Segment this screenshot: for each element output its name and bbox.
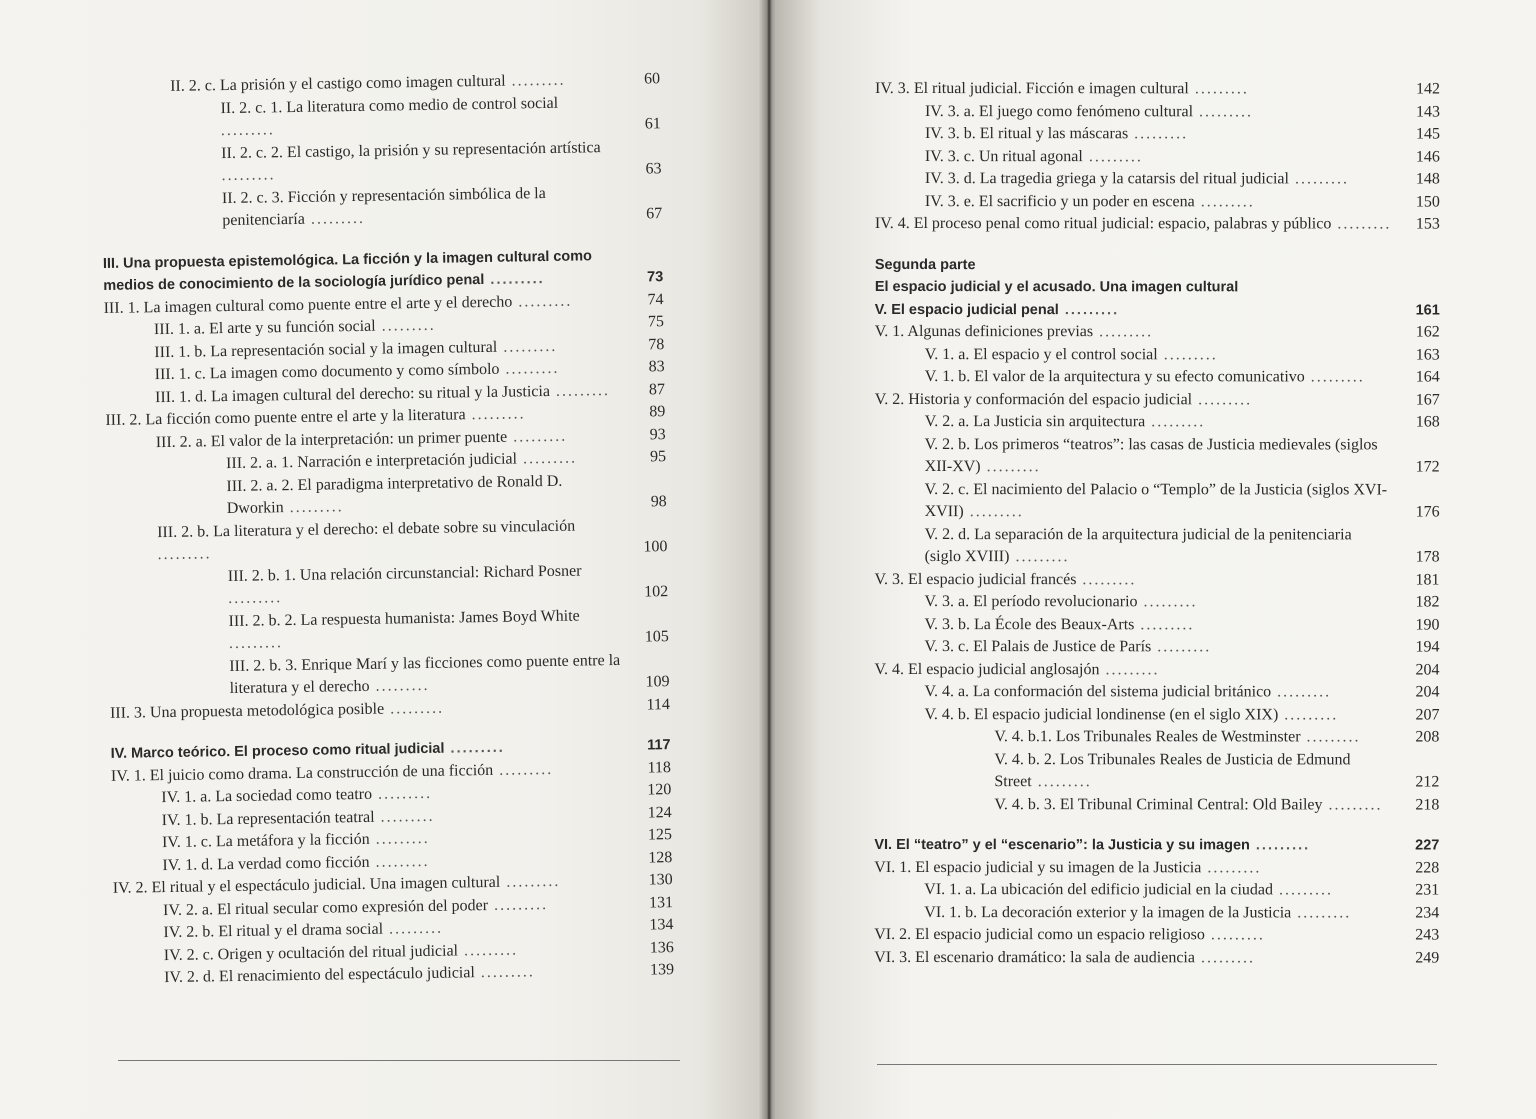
toc-page-number: 168 (1415, 413, 1440, 431)
toc-page-number: 145 (1415, 125, 1440, 143)
leader-dots: ......... (549, 381, 611, 400)
toc-entry (102, 181, 663, 235)
toc-page-number: 227 (1415, 837, 1440, 854)
leader-dots: ......... (1249, 837, 1311, 854)
leader-dots: ......... (474, 963, 535, 982)
footer-rule-right (877, 1064, 1437, 1065)
toc-list-right (874, 78, 1440, 969)
toc-entry-title: El ritual y el drama social (218, 920, 384, 941)
toc-entry-title: El sacrificio y un poder en escena (978, 192, 1195, 210)
toc-page-number: 164 (1415, 368, 1440, 386)
toc-entry-title: La imagen como documento y como símbolo (209, 360, 500, 383)
toc-entry-title: Algunas definiciones previas (907, 323, 1094, 341)
toc-entry-number: II. 2. c. 2. (221, 143, 284, 162)
toc-page-number: 130 (648, 871, 673, 889)
toc-entry-title: El espacio judicial anglosajón (907, 660, 1100, 678)
toc-page-number: 249 (1415, 948, 1440, 966)
leader-dots: ......... (1157, 345, 1218, 363)
toc-entry-number: II. 2. c. (170, 77, 217, 95)
toc-entry (875, 478, 1440, 523)
toc-entry (875, 78, 1440, 101)
toc-entry (875, 411, 1440, 434)
toc-entry-title: El Palais de Justice de París (973, 638, 1152, 656)
leader-dots: ......... (1093, 323, 1154, 341)
leader-dots: ......... (493, 760, 554, 779)
toc-page-number: 231 (1415, 881, 1440, 899)
toc-entry-title: La tragedia griega y la catarsis del ritual judicial (979, 170, 1289, 188)
toc-entry-title: Enrique Marí y las ficciones como puente entre la literatura y el derecho (229, 651, 621, 698)
toc-entry-title: El arte y su función social (208, 317, 376, 338)
toc-entry (875, 123, 1440, 146)
leader-dots: ......... (980, 458, 1041, 476)
toc-entry (875, 253, 1440, 276)
toc-page-number: 125 (647, 826, 673, 844)
toc-entry-title: Los Tribunales Reales de Westminster (1055, 728, 1301, 746)
toc-entry-number: V. 2. a. (924, 413, 970, 431)
toc-entry (875, 190, 1440, 213)
toc-entry (875, 213, 1440, 236)
toc-page-number: 178 (1415, 548, 1440, 566)
toc-entry (875, 321, 1440, 344)
leader-dots: ......... (500, 872, 561, 891)
leader-dots: ......... (1331, 215, 1392, 233)
toc-page-number: 182 (1415, 593, 1440, 611)
toc-entry-number: V. 3. b. (924, 615, 971, 633)
leader-dots: ......... (369, 829, 430, 848)
toc-entry-title: La metáfora y la ficción (215, 830, 370, 851)
toc-entry-title: El espacio judicial francés (908, 570, 1077, 588)
leader-dots: ......... (157, 545, 212, 564)
toc-entry (875, 366, 1440, 389)
toc-entry-number: V. 2. b. (924, 435, 971, 453)
toc-entry-title: El valor de la arquitectura y su efecto comunicativo (974, 368, 1305, 386)
leader-dots: ......... (1031, 773, 1092, 791)
toc-page-number: 143 (1415, 102, 1440, 120)
toc-entry-title: El proceso penal como ritual judicial: espacio, palabras y público (913, 215, 1332, 233)
toc-entry-number: IV. 3. a. (924, 102, 975, 120)
toc-page-number: 181 (1415, 570, 1440, 588)
toc-entry-number: VI. 3. (874, 948, 912, 966)
toc-page-number: 63 (645, 160, 662, 178)
leader-dots: ......... (1291, 903, 1352, 921)
toc-page-number: 75 (647, 313, 665, 331)
toc-entry-title: El juicio como drama. La construcción de una ficción (149, 761, 494, 784)
leader-dots: ......... (1201, 858, 1262, 876)
leader-dots: ......... (505, 71, 566, 90)
toc-page-number: 243 (1415, 926, 1440, 944)
toc-entry-title: Origen y ocultación del ritual judicial (217, 941, 459, 963)
toc-entry (875, 100, 1440, 123)
leader-dots: ......... (375, 316, 436, 335)
toc-entry (875, 568, 1440, 591)
toc-entry-title: La sociedad como teatro (215, 785, 373, 806)
toc-entry-title: El renacimiento del espectáculo judicial (218, 964, 475, 986)
toc-entry-title: Un ritual agonal (978, 147, 1083, 165)
toc-entry-number: V. (874, 301, 888, 318)
toc-entry-number: IV. 2. c. (163, 945, 214, 964)
toc-entry-title: Marco teórico. El proceso como ritual judicial (130, 740, 445, 762)
toc-entry-title: La Justicia sin arquitectura (973, 413, 1146, 431)
toc-entry-number: III. 1. c. (154, 365, 206, 384)
toc-entry-number: III. 3. (109, 703, 147, 722)
toc-entry (875, 168, 1440, 191)
toc-entry-title: El ritual y las máscaras (979, 125, 1129, 143)
leader-dots: ......... (1145, 413, 1206, 431)
toc-entry-number: V. 4. a. (924, 683, 970, 701)
toc-entry-title: La separación de la arquitectura judicial de la penitenciaria (siglo XVIII) (924, 525, 1352, 566)
leader-dots: ......... (1058, 301, 1120, 318)
toc-entry (874, 946, 1439, 969)
toc-page-number: 218 (1415, 795, 1440, 813)
leader-dots: ......... (497, 337, 558, 356)
toc-entry-number: V. 2. d. (924, 525, 971, 543)
toc-entry-number: VI. 1. a. (924, 881, 977, 899)
leader-dots: ......... (512, 292, 573, 311)
toc-entry (874, 879, 1439, 902)
toc-page-number: 105 (644, 628, 669, 646)
toc-entry-number: V. 4. (874, 660, 904, 678)
leader-dots: ......... (1304, 368, 1365, 386)
toc-entry-number: IV. 1. c. (161, 833, 213, 852)
toc-page-number: 74 (647, 290, 664, 308)
toc-entry-number: III. 1. d. (154, 387, 208, 406)
leader-dots: ......... (506, 427, 568, 446)
toc-page-number: 228 (1415, 858, 1440, 876)
toc-entry-number: III. 2. b. 2. (228, 611, 297, 630)
toc-entry-title: Una relación circunstancial: Richard Posner (299, 561, 582, 584)
section-spacer (875, 235, 1440, 253)
toc-page-number: 120 (647, 781, 672, 799)
toc-entry-title: La literatura como medio de control social (286, 94, 559, 116)
toc-page-number: 142 (1415, 80, 1440, 98)
leader-dots: ......... (369, 852, 430, 871)
toc-entry-title: El nacimiento del Palacio o “Templo” de la Justicia (siglos XVI-XVII) (924, 480, 1388, 521)
toc-entry-title: Historia y conformación del espacio judicial (908, 390, 1193, 408)
toc-entry-number: V. 4. b.1. (994, 728, 1052, 746)
toc-entry (874, 658, 1439, 681)
toc-page-number: 89 (649, 403, 666, 421)
toc-list-left (100, 68, 674, 990)
leader-dots: ......... (283, 498, 344, 517)
toc-page-number: 172 (1415, 458, 1440, 476)
toc-entry-number: IV. (110, 745, 128, 762)
toc-entry-number: IV. 2. d. (164, 968, 216, 987)
toc-page-number: 208 (1415, 728, 1440, 746)
toc-page-number: 163 (1415, 345, 1440, 363)
toc-entry-title: La representación social y la imagen cultural (210, 338, 498, 360)
leader-dots: ......... (1194, 948, 1255, 966)
toc-entry-title: Los primeros “teatros”: las casas de Justicia medievales (siglos XII-XV) (924, 435, 1378, 476)
toc-entry-number: VI. (874, 836, 893, 854)
toc-entry-number: IV. 1. b. (161, 810, 213, 829)
leader-dots: ......... (1322, 795, 1383, 813)
toc-entry-number: IV. 4. (874, 214, 910, 233)
leader-dots: ......... (228, 634, 284, 653)
leader-dots: ......... (963, 503, 1024, 521)
toc-entry-number: V. 1. b. (924, 368, 971, 386)
toc-entry-title: La École des Beaux-Arts (974, 615, 1135, 633)
right-page (775, 0, 1536, 1119)
toc-entry-title: Narración e interpretación judicial (297, 450, 518, 471)
toc-page-number: 98 (650, 493, 667, 511)
toc-page-number: 117 (647, 737, 671, 754)
toc-entry-number: V. 4. b. 2. (994, 750, 1056, 768)
toc-entry-number: III. 2. a. (155, 432, 207, 451)
toc-entry-title: El espacio judicial y su imagen de la Justicia (915, 858, 1202, 876)
toc-entry-title: El espacio judicial penal (891, 301, 1059, 318)
toc-entry-number: IV. 3. e. (924, 192, 975, 210)
leader-dots: ......... (369, 676, 430, 695)
toc-page-number: 93 (649, 425, 666, 443)
leader-dots: ......... (444, 739, 505, 757)
toc-entry-number: III. 2. b. 1. (227, 566, 296, 585)
toc-page-number: 212 (1415, 773, 1440, 791)
toc-entry-number: IV. 3. (874, 80, 910, 98)
toc-entry-number: V. 3. a. (924, 593, 970, 611)
toc-entry-number: V. 1. (874, 322, 905, 341)
toc-entry-number: III. (102, 255, 120, 272)
toc-entry-title: La representación teatral (216, 808, 375, 828)
toc-page-number: 234 (1415, 903, 1440, 921)
toc-entry-number: III. 1. a. (153, 320, 206, 339)
toc-entry-number: V. 2. c. (924, 480, 970, 498)
toc-entry-title: La ubicación del edificio judicial en la ciudad (980, 881, 1274, 899)
toc-entry-title: El ritual secular como expresión del poder (216, 896, 489, 918)
toc-entry (875, 613, 1440, 636)
toc-page-number: 100 (643, 538, 668, 556)
toc-page-number: 95 (649, 448, 667, 466)
toc-entry-title: La decoración exterior y la imagen de la Justicia (981, 903, 1292, 921)
toc-entry-title: Segunda parte (874, 256, 976, 273)
toc-page-number: 194 (1415, 638, 1440, 656)
toc-entry-number: III. 2. a. 1. (225, 454, 294, 473)
left-page (0, 0, 760, 1119)
leader-dots: ......... (371, 784, 433, 803)
toc-entry-title: El espacio judicial y el acusado. Una imagen cultural (874, 278, 1239, 296)
toc-page-number: 139 (649, 961, 675, 979)
toc-entry (875, 145, 1440, 168)
toc-entry-number: IV. 3. c. (924, 147, 975, 165)
toc-entry-title: El escenario dramático: la sala de audiencia (915, 948, 1195, 966)
toc-entry-number: V. 1. a. (924, 345, 970, 363)
leader-dots: ......... (383, 699, 445, 718)
toc-entry-title: La verdad como ficción (217, 853, 370, 873)
leader-dots: ......... (487, 895, 549, 914)
leader-dots: ......... (484, 271, 545, 288)
toc-entry-number: II. 2. c. 1. (220, 98, 283, 117)
leader-dots: ......... (1288, 170, 1349, 188)
leader-dots: ......... (1193, 102, 1254, 120)
toc-entry-title: La respuesta humanista: James Boyd White (300, 607, 580, 629)
toc-entry-title: La imagen cultural del derecho: su ritual y la Justicia (210, 382, 551, 405)
toc-entry-number: V. 2. (874, 390, 905, 408)
leader-dots: ......... (1076, 570, 1137, 588)
toc-entry (874, 748, 1439, 793)
toc-entry-title: La imagen cultural como puente entre el arte y el derecho (143, 293, 513, 316)
leader-dots: ......... (1271, 683, 1332, 701)
toc-entry-number: III. 2. b. 3. (229, 656, 298, 675)
toc-page-number: 167 (1415, 390, 1440, 408)
toc-entry-number: V. 3. (874, 570, 905, 588)
toc-entry-number: III. 2. (105, 411, 142, 429)
leader-dots: ......... (1194, 192, 1255, 210)
toc-page-number: 190 (1415, 615, 1440, 633)
toc-entry-number: V. 3. c. (924, 638, 970, 656)
toc-page-number: 118 (647, 758, 672, 776)
toc-entry (874, 834, 1439, 857)
leader-dots: ......... (1128, 125, 1189, 143)
toc-entry (875, 276, 1440, 299)
toc-entry-number: VI. 1. (874, 858, 912, 876)
toc-entry-title: La literatura y el derecho: el debate sobre su vinculación (213, 517, 576, 540)
toc-entry-title: La ficción como puente entre el arte y la literatura (145, 406, 466, 429)
toc-entry-number: II. 2. c. 3. (221, 188, 284, 207)
leader-dots: ......... (1204, 926, 1265, 944)
toc-entry (875, 591, 1440, 614)
toc-entry-title: El castigo, la prisión y su representación artística (286, 138, 601, 161)
toc-entry-title: La prisión y el castigo como imagen cultural (219, 72, 506, 95)
toc-entry-title: El ritual y el espectáculo judicial. Una imagen cultural (151, 873, 501, 897)
toc-entry-number: III. 2. a. 2. (226, 476, 294, 495)
leader-dots: ......... (1192, 390, 1253, 408)
toc-entry-title: El paradigma interpretativo de Ronald D. Dworkin (226, 472, 563, 518)
toc-entry (874, 793, 1439, 816)
toc-entry-title: El espacio y el control social (973, 345, 1158, 363)
leader-dots: ......... (1137, 593, 1198, 611)
toc-page-number: 61 (644, 115, 661, 133)
toc-entry-title: La conformación del sistema judicial británico (973, 683, 1272, 701)
leader-dots: ......... (465, 405, 526, 424)
toc-page-number: 176 (1415, 503, 1440, 521)
toc-entry (874, 856, 1439, 879)
footer-rule-left (118, 1060, 680, 1061)
toc-entry (874, 681, 1439, 704)
toc-entry (875, 433, 1440, 478)
toc-entry (875, 298, 1440, 321)
toc-page-number: 83 (648, 358, 665, 376)
toc-entry-number: VI. 1. b. (924, 903, 978, 921)
toc-page-number: 78 (648, 335, 665, 353)
toc-entry-title: Los Tribunales Reales de Justicia de Edmund Street (994, 750, 1351, 791)
toc-entry-number: III. 1. b. (154, 342, 207, 361)
toc-entry-number: VI. 2. (874, 925, 912, 944)
toc-page-number: 60 (643, 70, 661, 88)
leader-dots: ......... (1278, 705, 1339, 723)
leader-dots: ......... (374, 807, 435, 826)
leader-dots: ......... (221, 166, 276, 185)
toc-entry-number: IV. 2. a. (162, 900, 214, 919)
toc-entry (874, 726, 1439, 749)
leader-dots: ......... (1009, 548, 1070, 566)
leader-dots: ......... (499, 359, 560, 378)
leader-dots: ......... (1273, 881, 1334, 899)
leader-dots: ......... (1300, 728, 1361, 746)
leader-dots: ......... (1151, 638, 1212, 656)
toc-entry-number: IV. 1. (110, 766, 146, 785)
leader-dots: ......... (220, 121, 275, 140)
toc-page-number: 131 (648, 893, 674, 911)
leader-dots: ......... (304, 209, 366, 228)
toc-page-number: 150 (1415, 192, 1440, 210)
toc-page-number: 109 (645, 673, 670, 691)
toc-entry-title: Una propuesta metodológica posible (149, 700, 385, 721)
toc-entry-number: IV. 2. (112, 879, 148, 897)
toc-page-number: 128 (648, 848, 673, 866)
toc-page-number: 134 (649, 916, 674, 934)
toc-entry (874, 636, 1439, 659)
toc-page-number: 204 (1415, 660, 1440, 678)
toc-page-number: 148 (1415, 170, 1440, 188)
toc-page-number: 153 (1415, 215, 1440, 233)
toc-page-number: 136 (649, 938, 674, 956)
toc-entry-title: El período revolucionario (973, 593, 1138, 611)
leader-dots: ......... (228, 589, 283, 608)
toc-entry-title: El valor de la interpretación: un primer puente (210, 428, 508, 450)
toc-page-number: 67 (646, 205, 663, 223)
toc-page-number: 146 (1415, 147, 1440, 165)
toc-entry-number: V. 4. b. 3. (994, 795, 1056, 813)
toc-entry-number: IV. 3. b. (924, 125, 976, 143)
toc-page-number: 73 (646, 269, 664, 286)
toc-page-number: 204 (1415, 683, 1440, 701)
toc-page-number: 162 (1415, 323, 1440, 341)
toc-entry-title: El juego como fenómeno cultural (978, 102, 1194, 120)
leader-dots: ......... (1082, 147, 1143, 165)
toc-entry-title: Una propuesta epistemológica. La ficción y la imagen cultural como medios de conocimiento de la sociología jurídico penal (103, 247, 593, 294)
toc-entry-number: IV. 2. b. (163, 923, 215, 942)
toc-entry-number: IV. 1. d. (162, 855, 214, 874)
leader-dots: ......... (1188, 80, 1249, 98)
toc-entry (874, 703, 1439, 726)
leader-dots: ......... (1134, 615, 1195, 633)
toc-page-number: 87 (648, 380, 666, 398)
leader-dots: ......... (516, 449, 578, 468)
toc-entry-number: III. 1. (103, 298, 140, 317)
toc-page-number: 161 (1415, 301, 1440, 318)
toc-entry (874, 901, 1439, 924)
toc-entry-number: V. 4. b. (924, 705, 970, 723)
toc-entry-title: El espacio judicial londinense (en el siglo XIX) (973, 705, 1279, 723)
toc-page-number: 114 (646, 695, 671, 713)
toc-entry (874, 924, 1439, 947)
toc-entry (875, 388, 1440, 411)
toc-entry-title: El ritual judicial. Ficción e imagen cultural (913, 80, 1189, 98)
toc-entry-number: III. 2. b. (157, 522, 210, 541)
toc-entry (875, 523, 1440, 568)
toc-entry-title: El Tribunal Criminal Central: Old Bailey (1059, 795, 1323, 813)
toc-page-number: 124 (647, 803, 672, 821)
toc-entry-number: IV. 1. a. (161, 788, 212, 807)
section-spacer (874, 816, 1439, 834)
leader-dots: ......... (457, 941, 519, 959)
toc-entry-title: El espacio judicial como un espacio religioso (915, 926, 1205, 944)
leader-dots: ......... (1099, 660, 1160, 678)
leader-dots: ......... (382, 919, 444, 938)
toc-page-number: 207 (1415, 705, 1440, 723)
toc-entry (875, 343, 1440, 366)
toc-page-number: 102 (644, 583, 669, 601)
toc-entry-title: Ficción y representación simbólica de la penitenciaría (222, 184, 546, 230)
toc-entry-number: IV. 3. d. (924, 170, 976, 188)
toc-entry-title: El “teatro” y el “escenario”: la Justicia y su imagen (896, 837, 1250, 854)
